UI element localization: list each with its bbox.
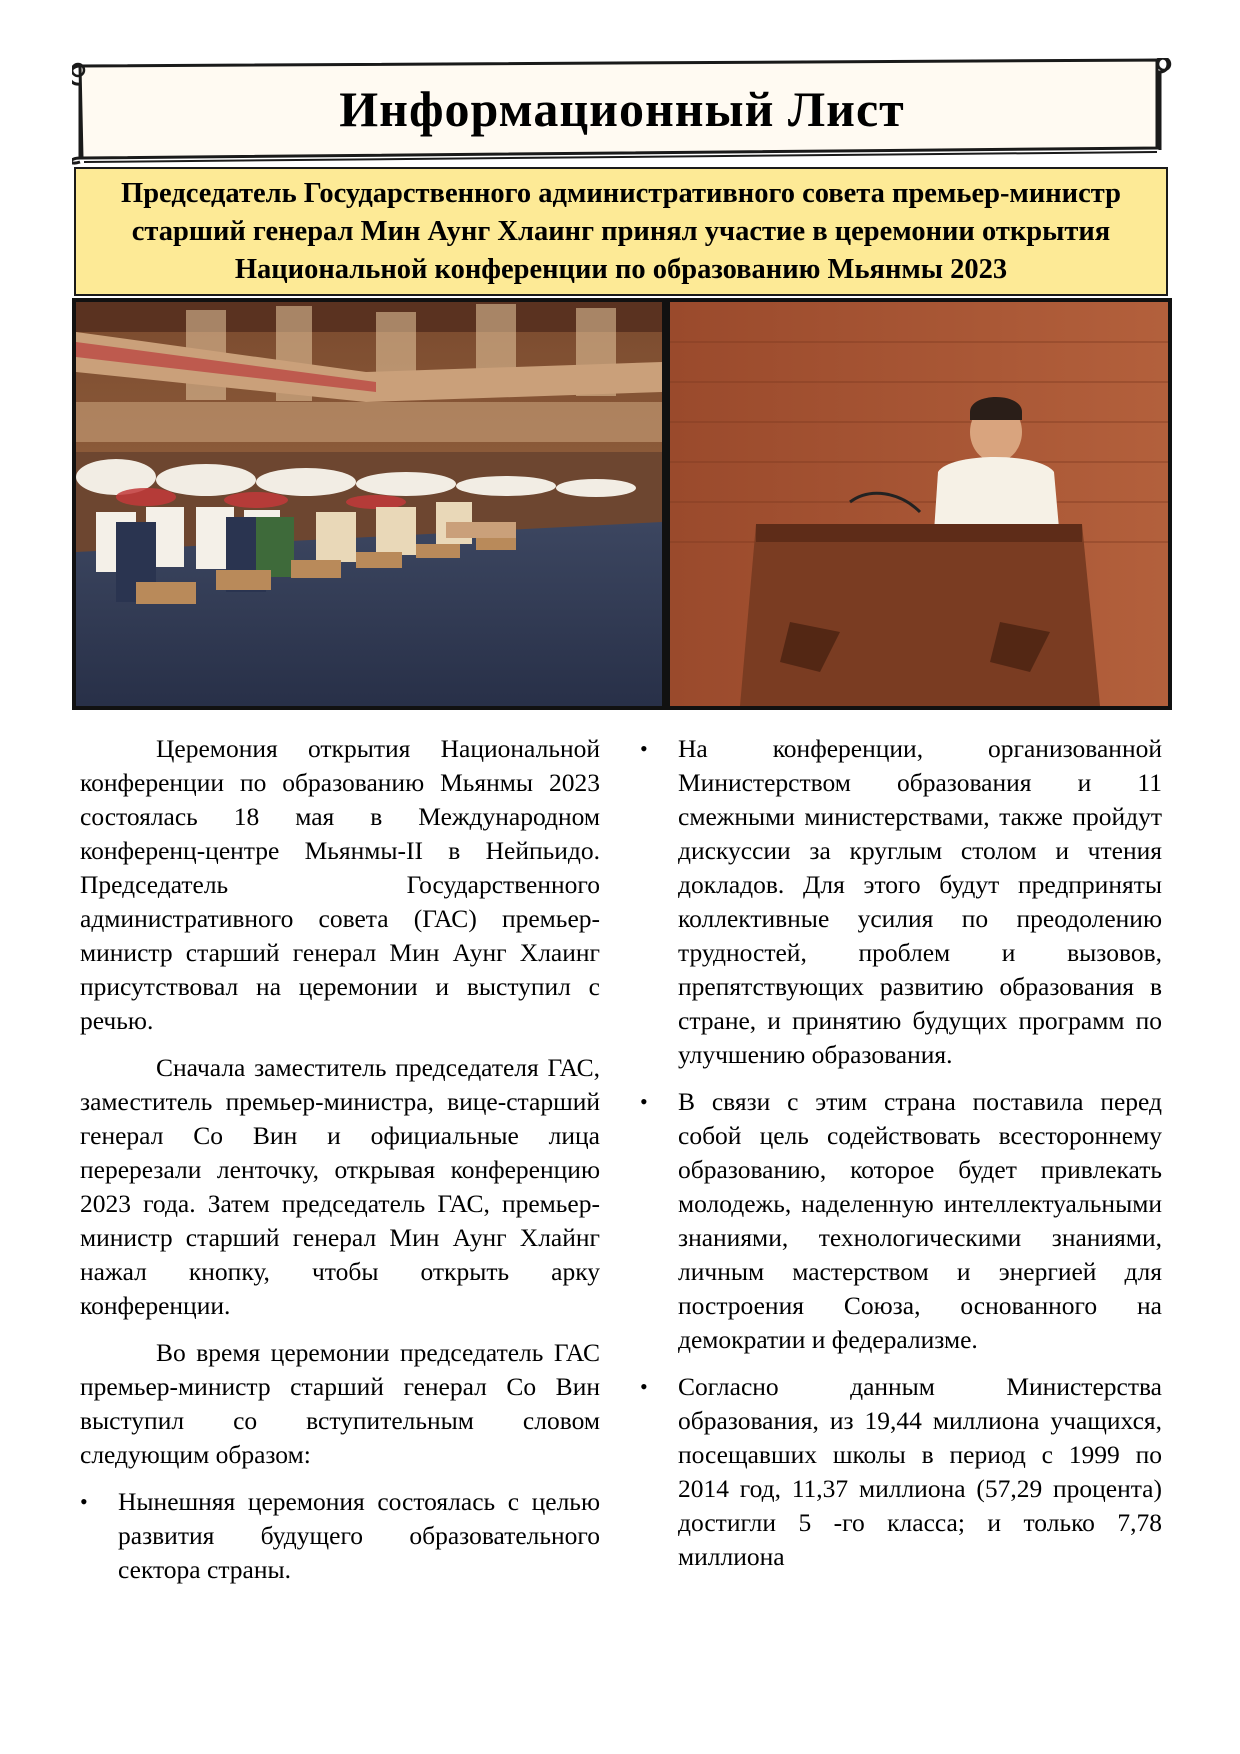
bullet-icon: • bbox=[640, 1374, 648, 1399]
list-item bbox=[640, 732, 1162, 1072]
bullet-icon: • bbox=[80, 1489, 88, 1514]
speaker-photo bbox=[670, 302, 1168, 706]
paragraph: Во время церемонии председатель ГАС премьер-министр старший генерал Со Вин выступил со вступительным словом следующим образом: bbox=[80, 1338, 600, 1469]
page-title: Информационный Лист bbox=[339, 81, 905, 137]
headline: Председатель Государственного административного совета премьер-министр старший генерал Мин Аунг Хлаинг принял участие в церемонии открытия Национальной конференции по образованию Мьянмы 2023 bbox=[121, 177, 1121, 285]
list-item-text: Согласно данным Министерства образования, из 19,44 миллиона учащихся, посещавших школы в период с 1999 по 2014 год, 11,37 миллиона (57,29 процента) достигли 5 -го класса; и только 7,78 миллиона bbox=[678, 1372, 1162, 1571]
bullet-icon: • bbox=[640, 736, 648, 761]
photo-strip bbox=[72, 298, 1172, 710]
list-item bbox=[640, 1370, 1162, 1574]
list-item bbox=[80, 1485, 600, 1587]
left-column bbox=[80, 732, 600, 1600]
scroll-banner bbox=[72, 58, 1172, 166]
list-item-text: В связи с этим страна поставила перед собой цель содействовать всестороннему образованию, которое будет привлекать молодежь, наделенную интеллектуальными знаниями, технологическими знаниями, личным мастерством и энергией для построения Союза, основанного на демократии и федерализме. bbox=[678, 1087, 1162, 1354]
list-item-text: На конференции, организованной Министерством образования и 11 смежными министерствами, также пройдут дискуссии за круглым столом и чтения докладов. Для этого будут предприняты коллективные усилия по преодолению трудностей, проблем и вызовов, препятствующих развитию образования в стране, и принятию будущих программ по улучшению образования. bbox=[678, 734, 1162, 1069]
conference-hall-photo bbox=[76, 302, 662, 706]
bullet-icon: • bbox=[640, 1089, 648, 1114]
paragraph: Церемония открытия Национальной конференции по образованию Мьянмы 2023 состоялась 18 мая в Международном конференц-центре Мьянмы-II в Нейпьидо. Председатель Государственного административного совета (ГАС) премьер-министр старший генерал Мин Аунг Хлаинг присутствовал на церемонии и выступил с речью. bbox=[80, 734, 600, 1035]
headline-box bbox=[74, 167, 1168, 296]
audience-image-icon bbox=[76, 302, 662, 706]
paragraph: Сначала заместитель председателя ГАС, заместитель премьер-министра, вице-старший генерал Со Вин и официальные лица перерезали ленточку, открывая конференцию 2023 года. Затем председатель ГАС, премьер-министр старший генерал Мин Аунг Хлайнг нажал кнопку, чтобы открыть арку конференции. bbox=[80, 1053, 600, 1320]
list-item-text: Нынешняя церемония состоялась с целью развития будущего образовательного сектора страны. bbox=[118, 1487, 600, 1584]
right-column bbox=[640, 732, 1162, 1587]
list-item bbox=[640, 1085, 1162, 1357]
speaker-image-icon bbox=[670, 302, 1168, 706]
